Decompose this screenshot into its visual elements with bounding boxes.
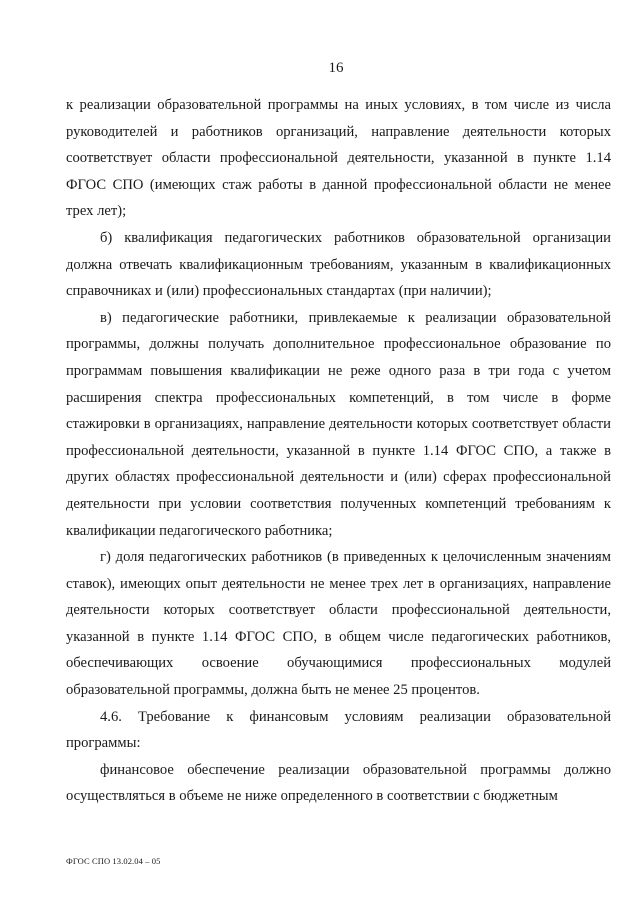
paragraph-item-g: г) доля педагогических работников (в приведенных к целочисленным значениям ставок), имеющих опыт деятельности не менее трех лет в организациях, направление деятельности которых соответствует области профессиональной деятельности, указанной в пункте 1.14 ФГОС СПО, в общем числе педагогических работников, обеспечивающих освоение обучающимися профессиональных модулей образовательной программы, должна быть не менее 25 процентов. — [66, 549, 611, 699]
page-number: 16 — [328, 60, 344, 76]
document-footer: ФГОС СПО 13.02.04 – 05 — [66, 856, 161, 866]
section-heading-4-6: 4.6. Требование к финансовым условиям реализации образовательной программы: — [66, 708, 611, 752]
paragraph-item-v: в) педагогические работники, привлекаемые к реализации образовательной программы, должны получать дополнительное профессиональное образование по программам повышения квалификации не реже одного раза в три года с учетом расширения спектра профессиональных компетенций, в том числе в форме стажировки в организациях, направление деятельности которых соответствует области профессиональной деятельности, указанной в пункте 1.14 ФГОС СПО, а также в других областях профессиональной деятельности и (или) сферах профессиональной деятельности при условии соответствия полученных компетенций требованиям к квалификации педагогического работника; — [66, 309, 611, 539]
document-body — [66, 92, 611, 810]
paragraph-item-b: б) квалификация педагогических работников образовательной организации должна отвечать квалификационным требованиям, указанным в квалификационных справочниках и (или) профессиональных стандартах (при наличии); — [66, 229, 611, 300]
paragraph-financing: финансовое обеспечение реализации образовательной программы должно осуществляться в объеме не ниже определенного в соответствии с бюджетным — [66, 761, 611, 805]
paragraph-continuation: к реализации образовательной программы на иных условиях, в том числе из числа руководителей и работников организаций, направление деятельности которых соответствует области профессиональной деятельности, указанной в пункте 1.14 ФГОС СПО (имеющих стаж работы в данной профессиональной области не менее трех лет); — [66, 97, 611, 220]
